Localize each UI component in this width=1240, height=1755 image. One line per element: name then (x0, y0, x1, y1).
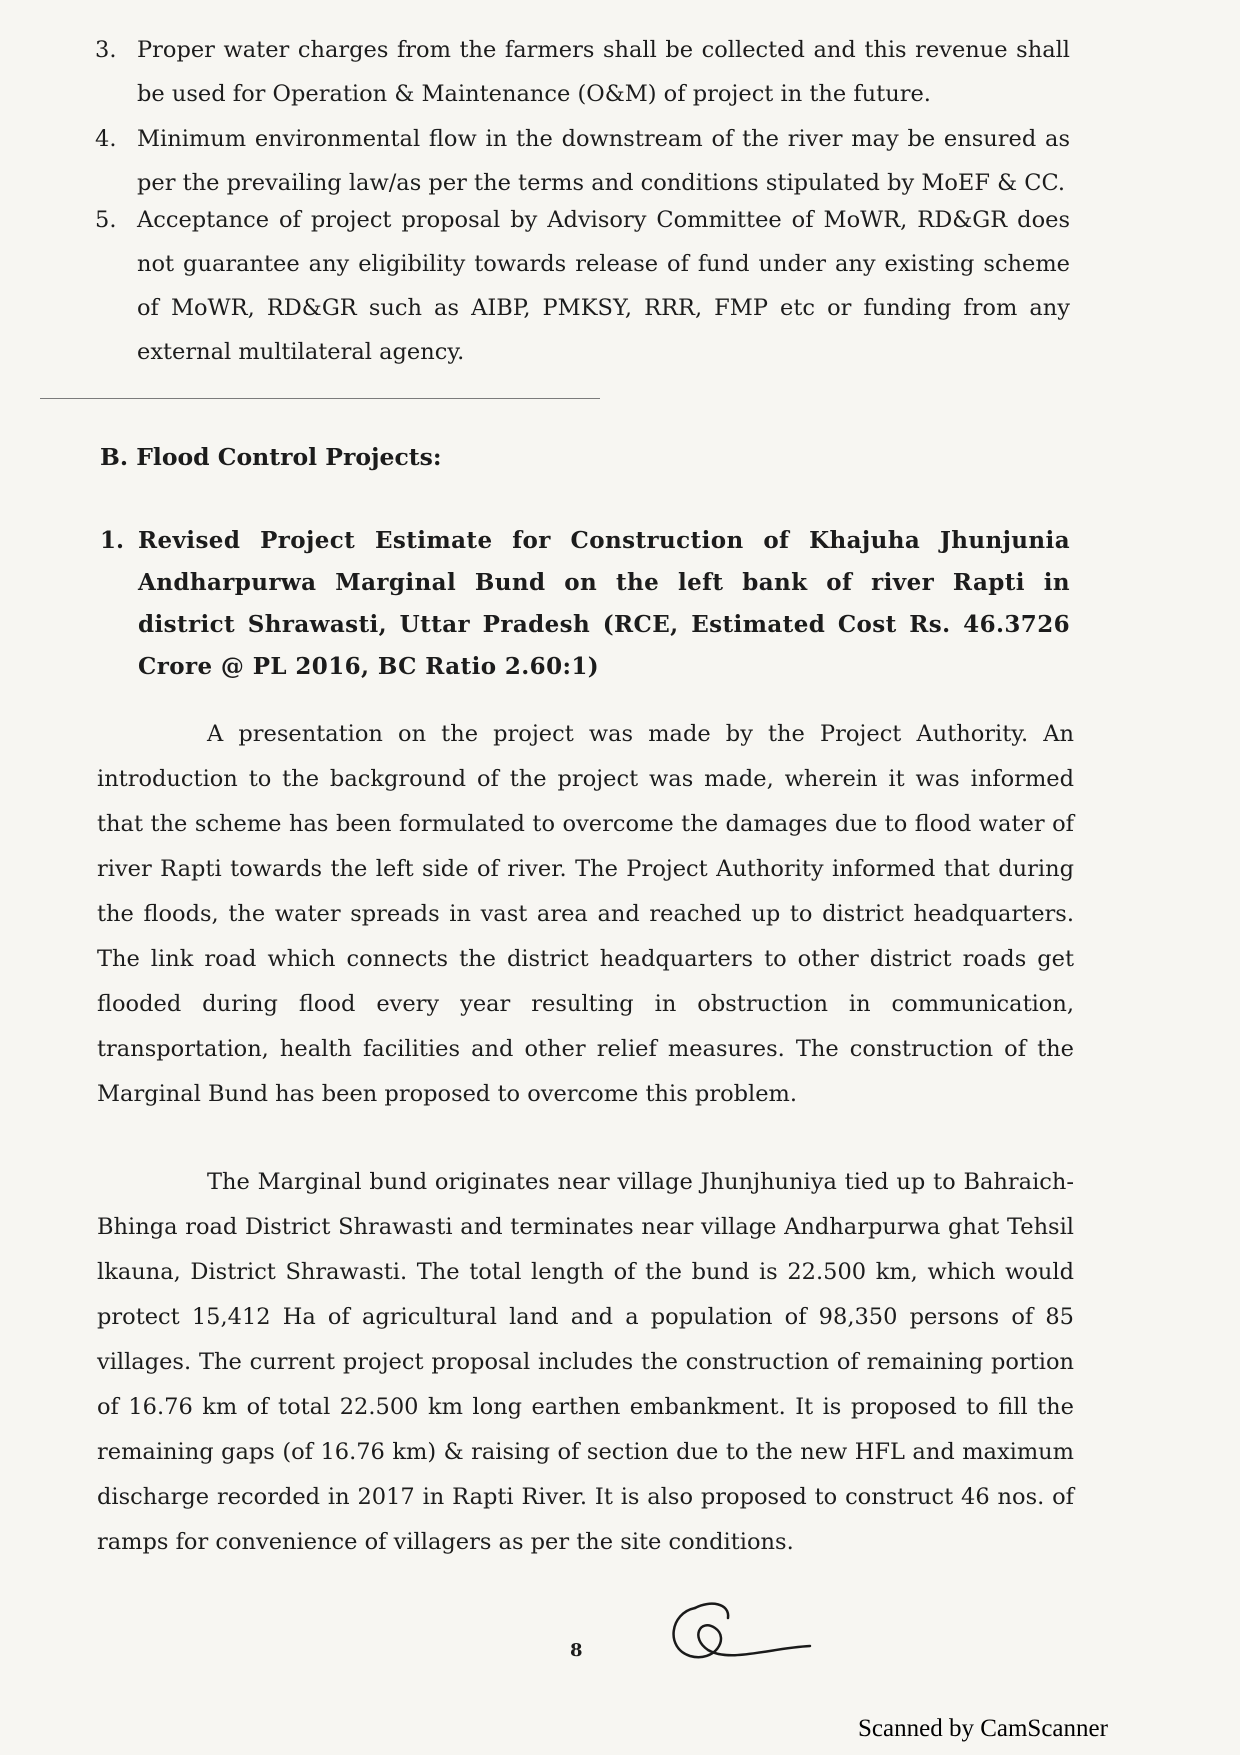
condition-text: Acceptance of project proposal by Advisory Committee of MoWR, RD&GR does not guarantee any eligibility towards release of fund under any existing scheme of MoWR, RD&GR such as AIBP, PMKSY, RRR, FMP etc or funding from any external multilateral agency. (137, 207, 1070, 365)
condition-item-4 (95, 117, 1070, 205)
condition-text: Minimum environmental flow in the downstream of the river may be ensured as per the prevailing law/as per the terms and conditions stipulated by MoEF & CC. (137, 126, 1070, 196)
paragraph-presentation: A presentation on the project was made by the Project Authority. An introduction to the background of the project was made, wherein it was informed that the scheme has been formulated to overcome the damages due to flood water of river Rapti towards the left side of river. The Project Authority informed that during the floods, the water spreads in vast area and reached up to district headquarters. The link road which connects the district headquarters to other district roads get flooded during flood every year resulting in obstruction in communication, transportation, health facilities and other relief measures. The construction of the Marginal Bund has been proposed to overcome this problem. (97, 721, 1074, 1107)
project-number: 1. (100, 527, 125, 554)
scanner-watermark: Scanned by CamScanner (858, 1715, 1108, 1742)
divider-line (40, 398, 600, 399)
project-title (100, 520, 1070, 688)
paragraph-marginal-bund: The Marginal bund originates near village Jhunjhuniya tied up to Bahraich-Bhinga road District Shrawasti and terminates near village Andharpurwa ghat Tehsil lkauna, District Shrawasti. The total length of the bund is 22.500 km, which would protect 15,412 Ha of agricultural land and a population of 98,350 persons of 85 villages. The current project proposal includes the construction of remaining portion of 16.76 km of total 22.500 km long earthen embankment. It is proposed to fill the remaining gaps (of 16.76 km) & raising of section due to the new HFL and maximum discharge recorded in 2017 in Rapti River. It is also proposed to construct 46 nos. of ramps for convenience of villagers as per the site conditions. (97, 1169, 1074, 1555)
condition-number: 5. (95, 207, 117, 233)
condition-item-3 (95, 28, 1070, 116)
condition-number: 3. (95, 37, 117, 63)
project-title-text: Revised Project Estimate for Construction of Khajuha Jhunjunia Andharpurwa Marginal Bund on the left bank of river Rapti in district Shrawasti, Uttar Pradesh (RCE, Estimated Cost Rs. 46.3726 Crore @ PL 2016, BC Ratio 2.60:1) (138, 527, 1070, 680)
condition-text: Proper water charges from the farmers shall be collected and this revenue shall be used for Operation & Maintenance (O&M) of project in the future. (137, 37, 1070, 107)
section-heading: B. Flood Control Projects: (100, 443, 442, 471)
page-number: 8 (570, 1640, 583, 1661)
signature-mark (660, 1588, 820, 1668)
condition-number: 4. (95, 126, 117, 152)
condition-item-5 (95, 198, 1070, 374)
